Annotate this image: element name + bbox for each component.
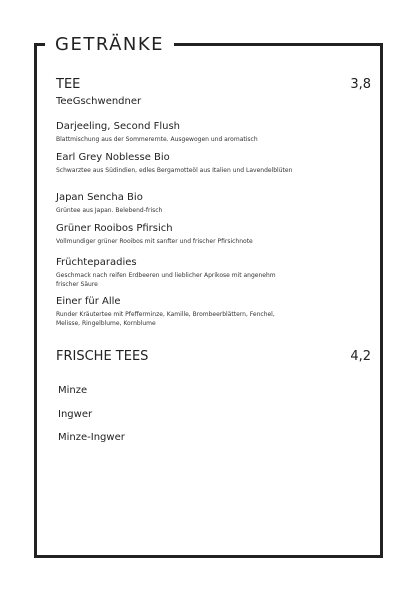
list-item: Ingwer: [58, 409, 93, 420]
item-description: Blattmischung aus der Sommerernte. Ausgewogen und aromatisch: [56, 136, 258, 143]
section-title-frische-tees: FRISCHE TEES: [56, 349, 149, 364]
menu-item: [56, 151, 296, 175]
item-name: Früchteparadies: [56, 257, 137, 268]
section-title-tee: TEE: [56, 77, 81, 92]
price-tee: 3,8: [350, 77, 371, 92]
item-description: Geschmack nach reifen Erdbeeren und lieblicher Aprikose mit angenehm frischer Säure: [56, 272, 276, 288]
brand-name: TeeGschwendner: [56, 96, 142, 107]
menu-item: [56, 191, 296, 215]
item-description: Grüntee aus Japan. Belebend-frisch: [56, 207, 163, 214]
item-name: Japan Sencha Bio: [56, 192, 143, 203]
menu-item: [56, 256, 296, 289]
price-frische-tees: 4,2: [350, 349, 371, 364]
item-description: Vollmundiger grüner Rooibos mit sanfter und frischer Pfirsichnote: [56, 238, 253, 245]
menu-item: [56, 295, 296, 328]
menu-item: [56, 222, 296, 246]
menu-item: [56, 120, 296, 144]
item-description: Schwarztee aus Südindien, edles Bergamotteöl aus Italien und Lavendelblüten: [56, 167, 293, 174]
page-title: GETRÄNKE: [45, 33, 174, 57]
list-item: Minze: [58, 385, 88, 396]
item-name: Einer für Alle: [56, 296, 121, 307]
item-name: Darjeeling, Second Flush: [56, 121, 181, 132]
item-name: Grüner Rooibos Pfirsich: [56, 223, 173, 234]
item-description: Runder Kräutertee mit Pfefferminze, Kamille, Brombeerblättern, Fenchel, Melisse, Ringelblume, Kornblume: [56, 311, 275, 327]
item-name: Earl Grey Noblesse Bio: [56, 152, 170, 163]
list-item: Minze-Ingwer: [58, 432, 125, 443]
